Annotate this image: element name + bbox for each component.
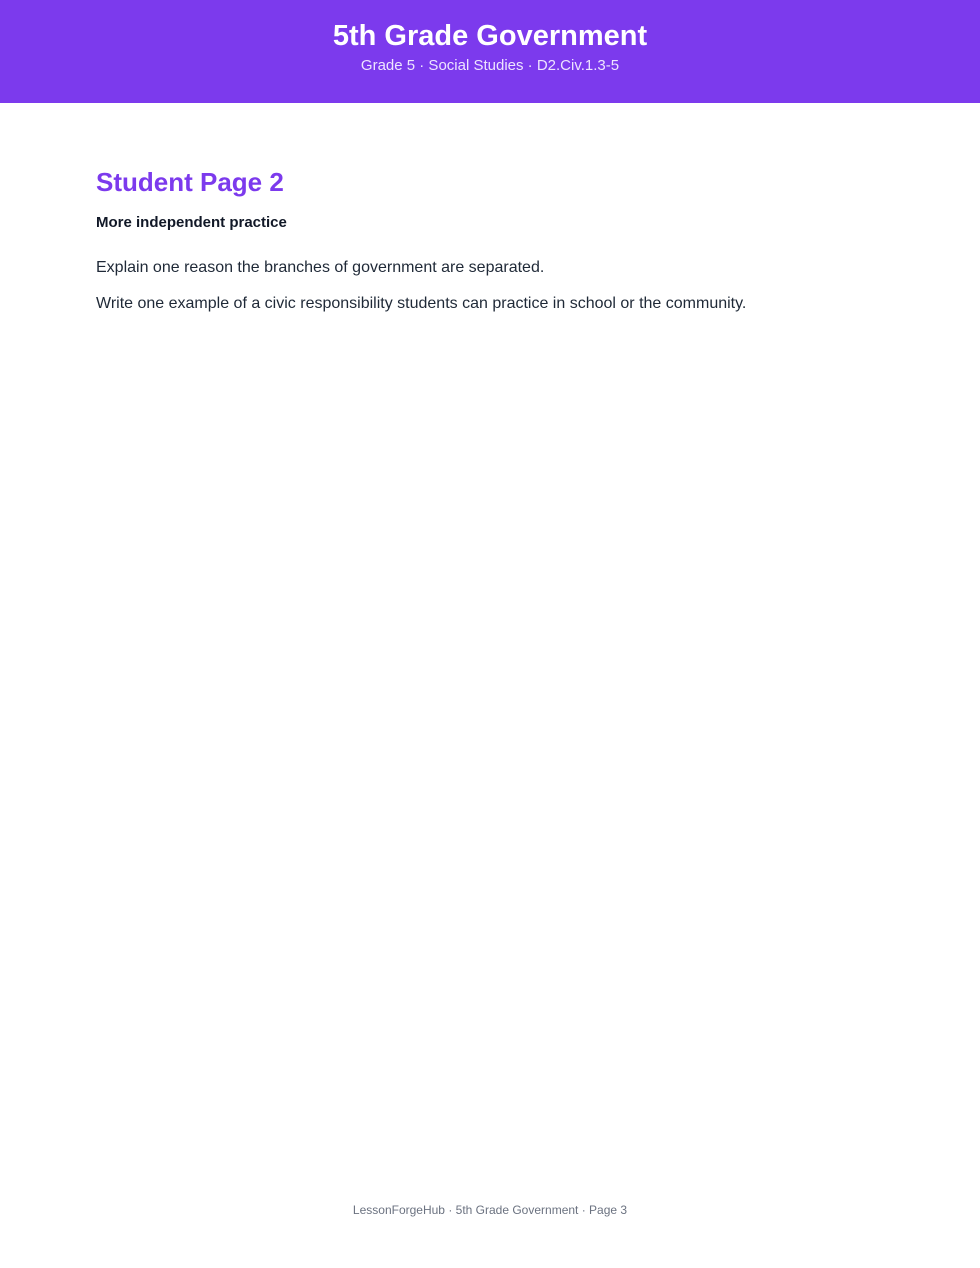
page-header <box>0 0 980 103</box>
practice-prompt: Write one example of a civic responsibility students can practice in school or the community. <box>96 295 747 312</box>
section-subheading: More independent practice <box>96 214 287 231</box>
section-title: Student Page 2 <box>96 167 284 197</box>
page-footer: LessonForgeHub · 5th Grade Government · Page 3 <box>352 1203 628 1217</box>
practice-prompt: Explain one reason the branches of government are separated. <box>96 259 545 276</box>
page-content <box>96 166 886 314</box>
document-subtitle: Grade 5 · Social Studies · D2.Civ.1.3-5 <box>360 57 620 74</box>
document-title: 5th Grade Government <box>332 20 648 52</box>
